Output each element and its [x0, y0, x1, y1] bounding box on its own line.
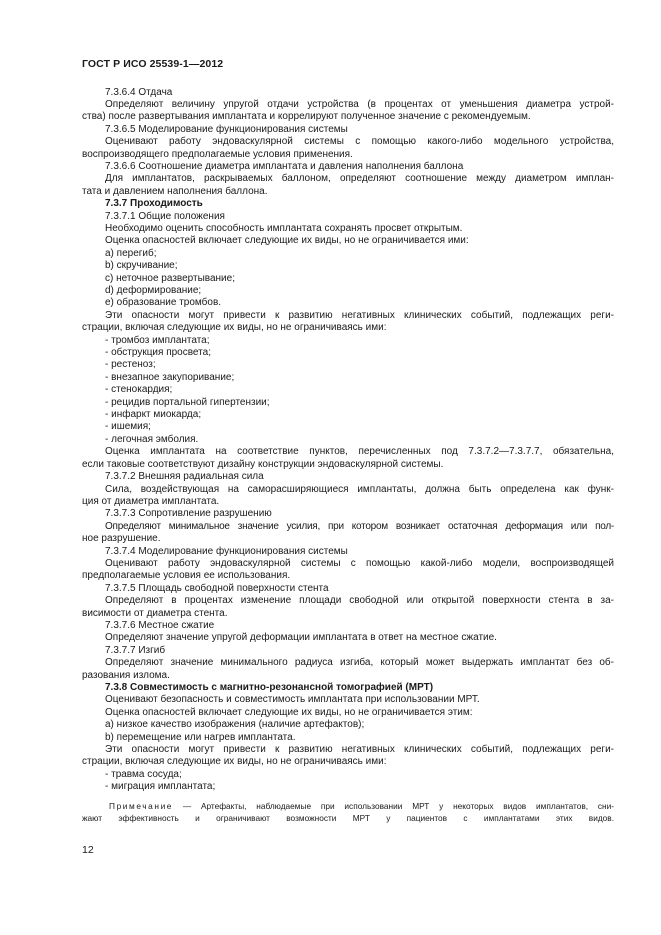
text-line: Для имплантатов, раскрываемых баллоном, определяют соотношение между диаметром имплан-: [105, 173, 614, 185]
list-item: - инфаркт миокарда;: [105, 409, 202, 421]
list-item: e) образование тромбов.: [105, 297, 222, 309]
text-line: тата и давлением наполнения баллона.: [82, 185, 268, 197]
note-text: — Артефакты, наблюдаемые при использовании МРТ у некоторых видов имплантатов, сни-: [173, 800, 614, 811]
list-item: b) перемещение или нагрев имплантата.: [105, 731, 296, 743]
note: [82, 800, 614, 812]
text-line: Определяют значение минимального радиуса изгиба, который может выдержать имплантат без об-: [105, 657, 614, 669]
note-label: Примечание: [109, 800, 174, 811]
list-item: - стенокардия;: [105, 384, 173, 396]
section-heading-7-3-6-5: 7.3.6.5 Моделирование функционирования системы: [105, 123, 348, 135]
text-line: Эти опасности могут привести к развитию негативных клинических событий, подлежащих реги-: [105, 744, 614, 756]
text-line: страции, включая следующие их виды, но не ограничиваясь ими:: [82, 322, 387, 334]
text-line: Сила, воздействующая на саморасширяющиеся имплантаты, должна быть определена как функ-: [105, 483, 614, 495]
section-heading-7-3-8: 7.3.8 Совместимость с магнитно-резонансной томографией (МРТ): [105, 682, 434, 693]
page-number: 12: [82, 844, 94, 856]
text-line: Оценивают безопасность и совместимость имплантата при использовании МРТ.: [105, 694, 480, 706]
text-line: Оценка опасностей включает следующие их виды, но не ограничивается ими:: [105, 235, 469, 247]
list-item: - рестеноз;: [105, 359, 156, 371]
list-item: - внезапное закупоривание;: [105, 371, 235, 383]
text-line: предполагаемые условия ее использования.: [82, 570, 291, 582]
section-heading-7-3-7-6: 7.3.7.6 Местное сжатие: [105, 619, 215, 631]
section-heading-7-3-7-1: 7.3.7.1 Общие положения: [105, 210, 225, 222]
text-line: Оценивают работу эндоваскулярной системы с помощью какой-либо модели, воспроизводящей: [105, 557, 614, 569]
text-line: Оценка опасностей включает следующие их виды, но не ограничивается этим:: [105, 706, 473, 718]
section-heading-7-3-7-4: 7.3.7.4 Моделирование функционирования системы: [105, 545, 348, 557]
section-heading-7-3-7-2: 7.3.7.2 Внешняя радиальная сила: [105, 471, 264, 483]
text-line: страции, включая следующие их виды, но не ограничиваясь ими:: [82, 756, 387, 768]
list-item: b) скручивание;: [105, 260, 178, 272]
text-line: висимости от диаметра стента.: [82, 607, 228, 619]
document-body: [82, 87, 614, 825]
text-line: Необходимо оценить способность имплантата сохранять просвет открытым.: [105, 222, 463, 234]
list-item: c) неточное развертывание;: [105, 272, 235, 284]
list-item: - легочная эмболия.: [105, 433, 199, 445]
list-item: - миграция имплантата;: [105, 781, 216, 793]
section-heading-7-3-6-4: 7.3.6.4 Отдача: [105, 86, 173, 98]
section-heading-7-3-7-7: 7.3.7.7 Изгиб: [105, 644, 166, 656]
section-heading-7-3-7-5: 7.3.7.5 Площадь свободной поверхности стента: [105, 582, 329, 594]
page-header: ГОСТ Р ИСО 25539-1—2012: [82, 58, 224, 70]
list-item: - ишемия;: [105, 421, 151, 433]
list-item: a) низкое качество изображения (наличие артефактов);: [105, 719, 365, 731]
list-item: - тромбоз имплантата;: [105, 334, 210, 346]
section-heading-7-3-6-6: 7.3.6.6 Соотношение диаметра имплантата и давления наполнения баллона: [105, 160, 464, 172]
note-text: жают эффективность и ограничивают возможности МРТ у пациентов с имплантатами этих видов.: [82, 813, 614, 824]
list-item: - травма сосуда;: [105, 768, 182, 780]
text-line: ное разрушение.: [82, 533, 161, 545]
text-line: Оценка имплантата на соответствие пунктов, перечисленных под 7.3.7.2—7.3.7.7, обязательна,: [105, 446, 614, 458]
list-item: d) деформирование;: [105, 285, 202, 296]
text-line: Определяют в процентах изменение площади свободной или открытой поверхности стента в за-: [105, 595, 614, 607]
section-heading-7-3-7: 7.3.7 Проходимость: [105, 198, 203, 210]
text-line: разования излома.: [82, 669, 170, 681]
text-line: Определяют значение упругой деформации имплантата в ответ на местное сжатие.: [105, 632, 497, 644]
list-item: - рецидив портальной гипертензии;: [105, 396, 270, 408]
text-line: ства) после развертывания имплантата и коррелируют полученное значение с рекомендуемым.: [82, 111, 531, 123]
list-item: - обструкция просвета;: [105, 347, 211, 359]
text-line: Определяют величину упругой отдачи устройства (в процентах от уменьшения диаметра устрой-: [105, 98, 614, 110]
section-heading-7-3-7-3: 7.3.7.3 Сопротивление разрушению: [105, 508, 272, 520]
text-line: воспроизводящего предполагаемые условия применения.: [82, 148, 353, 160]
list-item: a) перегиб;: [105, 247, 157, 259]
text-line: ция от диаметра имплантата.: [82, 495, 220, 507]
text-line: Оценивают работу эндоваскулярной системы с помощью какого-либо модельного устройства,: [105, 136, 614, 148]
text-line: Эти опасности могут привести к развитию негативных клинических событий, подлежащих реги-: [105, 309, 614, 321]
text-line: если таковые соответствуют дизайну конструкции эндоваскулярной системы.: [82, 458, 444, 470]
text-line: Определяют минимальное значение усилия, при котором возникает остаточная деформация или пол-: [105, 520, 614, 532]
